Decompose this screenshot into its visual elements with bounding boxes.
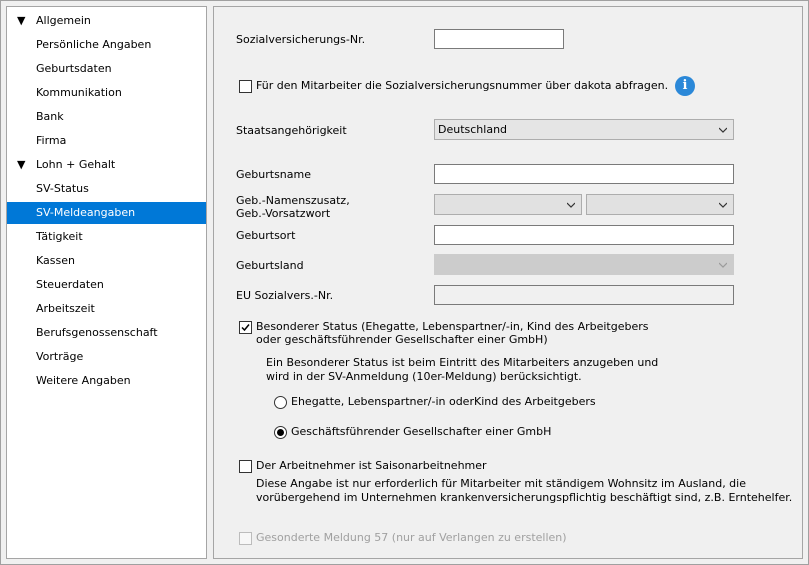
besonderer-status-label-line1[interactable]: Besonderer Status (Ehegatte, Lebenspartner/-in, Kind des Arbeitgebers — [256, 320, 649, 333]
radio-selected-dot — [277, 429, 284, 436]
tree-item-label: Berufsgenossenschaft — [36, 326, 158, 339]
tree-item-label: Weitere Angaben — [36, 374, 131, 387]
geburtsland-label: Geburtsland — [236, 259, 304, 272]
geburtsname-input[interactable] — [434, 164, 734, 184]
sv-nr-input[interactable] — [434, 29, 564, 49]
tree-group-label: Allgemein — [36, 14, 91, 27]
tree-group-allgemein[interactable] — [7, 10, 206, 32]
besonderer-status-hint-line1: Ein Besonderer Status ist beim Eintritt des Mitarbeiters anzugeben und — [266, 356, 659, 369]
vorsatzwort-select[interactable] — [586, 194, 734, 215]
tree-item-berufsgenossenschaft[interactable] — [7, 322, 206, 344]
staatsangehoerigkeit-label: Staatsangehörigkeit — [236, 124, 347, 137]
tree-item-arbeitszeit[interactable] — [7, 298, 206, 320]
tree-item-label: Persönliche Angaben — [36, 38, 152, 51]
eu-sozialvers-label: EU Sozialvers.-Nr. — [236, 289, 334, 302]
tree-item-taetigkeit[interactable] — [7, 226, 206, 248]
tree-item-label: SV-Meldeangaben — [36, 206, 136, 219]
tree-item-firma[interactable] — [7, 130, 206, 152]
geburtsname-label: Geburtsname — [236, 168, 312, 181]
dakota-checkbox-label[interactable]: Für den Mitarbeiter die Sozialversicherungsnummer über dakota abfragen. — [256, 79, 669, 92]
tree-item-sv-status[interactable] — [7, 178, 206, 200]
geburtsland-select — [434, 254, 734, 275]
check-icon — [240, 322, 251, 333]
eu-sozialvers-input — [434, 285, 734, 305]
staatsangehoerigkeit-select[interactable] — [434, 119, 734, 140]
expand-triangle-icon[interactable]: ▼ — [17, 14, 26, 27]
tree-group-lohn-gehalt[interactable] — [7, 154, 206, 176]
tree-item-vortraege[interactable] — [7, 346, 206, 368]
chevron-down-icon — [719, 201, 727, 209]
radio-ehegatte-label[interactable]: Ehegatte, Lebenspartner/-in oderKind des Arbeitgebers — [291, 395, 596, 408]
tree-item-label: Bank — [36, 110, 64, 123]
tree-item-sv-meldeangaben[interactable] — [7, 202, 206, 224]
saisonarbeitnehmer-hint-line1: Diese Angabe ist nur erforderlich für Mitarbeiter mit ständigem Wohnsitz im Ausland, die — [256, 477, 746, 490]
tree-group-label: Lohn + Gehalt — [36, 158, 116, 171]
tree-item-label: Steuerdaten — [36, 278, 104, 291]
besonderer-status-label-line2[interactable]: oder geschäftsführender Gesellschafter einer GmbH) — [256, 333, 548, 346]
chevron-down-icon — [719, 261, 727, 269]
chevron-down-icon — [719, 126, 727, 134]
navigation-tree — [6, 6, 207, 559]
tree-item-persoenliche-angaben[interactable] — [7, 34, 206, 56]
tree-item-steuerdaten[interactable] — [7, 274, 206, 296]
sv-meldeangaben-panel — [213, 6, 803, 559]
tree-item-label: Arbeitszeit — [36, 302, 95, 315]
dakota-checkbox[interactable] — [239, 80, 252, 93]
chevron-down-icon — [567, 201, 575, 209]
staatsangehoerigkeit-value: Deutschland — [438, 123, 508, 136]
meldung57-checkbox — [239, 532, 252, 545]
tree-item-geburtsdaten[interactable] — [7, 58, 206, 80]
tree-item-label: Firma — [36, 134, 67, 147]
tree-item-kassen[interactable] — [7, 250, 206, 272]
namenszusatz-label-line1: Geb.-Namenszusatz, — [236, 194, 350, 207]
tree-item-label: Kassen — [36, 254, 75, 267]
radio-geschaeftsfuehrer-label[interactable]: Geschäftsführender Gesellschafter einer GmbH — [291, 425, 552, 438]
tree-item-label: Vorträge — [36, 350, 84, 363]
tree-item-label: SV-Status — [36, 182, 89, 195]
geburtsort-input[interactable] — [434, 225, 734, 245]
radio-ehegatte[interactable] — [274, 396, 287, 409]
namenszusatz-select[interactable] — [434, 194, 582, 215]
meldung57-label: Gesonderte Meldung 57 (nur auf Verlangen zu erstellen) — [256, 531, 567, 544]
saisonarbeitnehmer-checkbox[interactable] — [239, 460, 252, 473]
radio-geschaeftsfuehrer[interactable] — [274, 426, 287, 439]
saisonarbeitnehmer-hint-line2: vorübergehend im Unternehmen krankenversicherungspflichtig beschäftigt sind, z.B. Erntehelfer. — [256, 491, 793, 504]
saisonarbeitnehmer-label[interactable]: Der Arbeitnehmer ist Saisonarbeitnehmer — [256, 459, 487, 472]
tree-item-label: Kommunikation — [36, 86, 122, 99]
besonderer-status-checkbox[interactable] — [239, 321, 252, 334]
geburtsort-label: Geburtsort — [236, 229, 296, 242]
sv-nr-label: Sozialversicherungs-Nr. — [236, 33, 366, 46]
tree-item-weitere-angaben[interactable] — [7, 370, 206, 392]
tree-item-label: Tätigkeit — [36, 230, 83, 243]
namenszusatz-label-line2: Geb.-Vorsatzwort — [236, 207, 331, 220]
tree-item-kommunikation[interactable] — [7, 82, 206, 104]
tree-item-label: Geburtsdaten — [36, 62, 112, 75]
info-icon[interactable]: i — [675, 76, 695, 96]
besonderer-status-hint-line2: wird in der SV-Anmeldung (10er-Meldung) berücksichtigt. — [266, 370, 582, 383]
expand-triangle-icon[interactable]: ▼ — [17, 158, 26, 171]
tree-item-bank[interactable] — [7, 106, 206, 128]
